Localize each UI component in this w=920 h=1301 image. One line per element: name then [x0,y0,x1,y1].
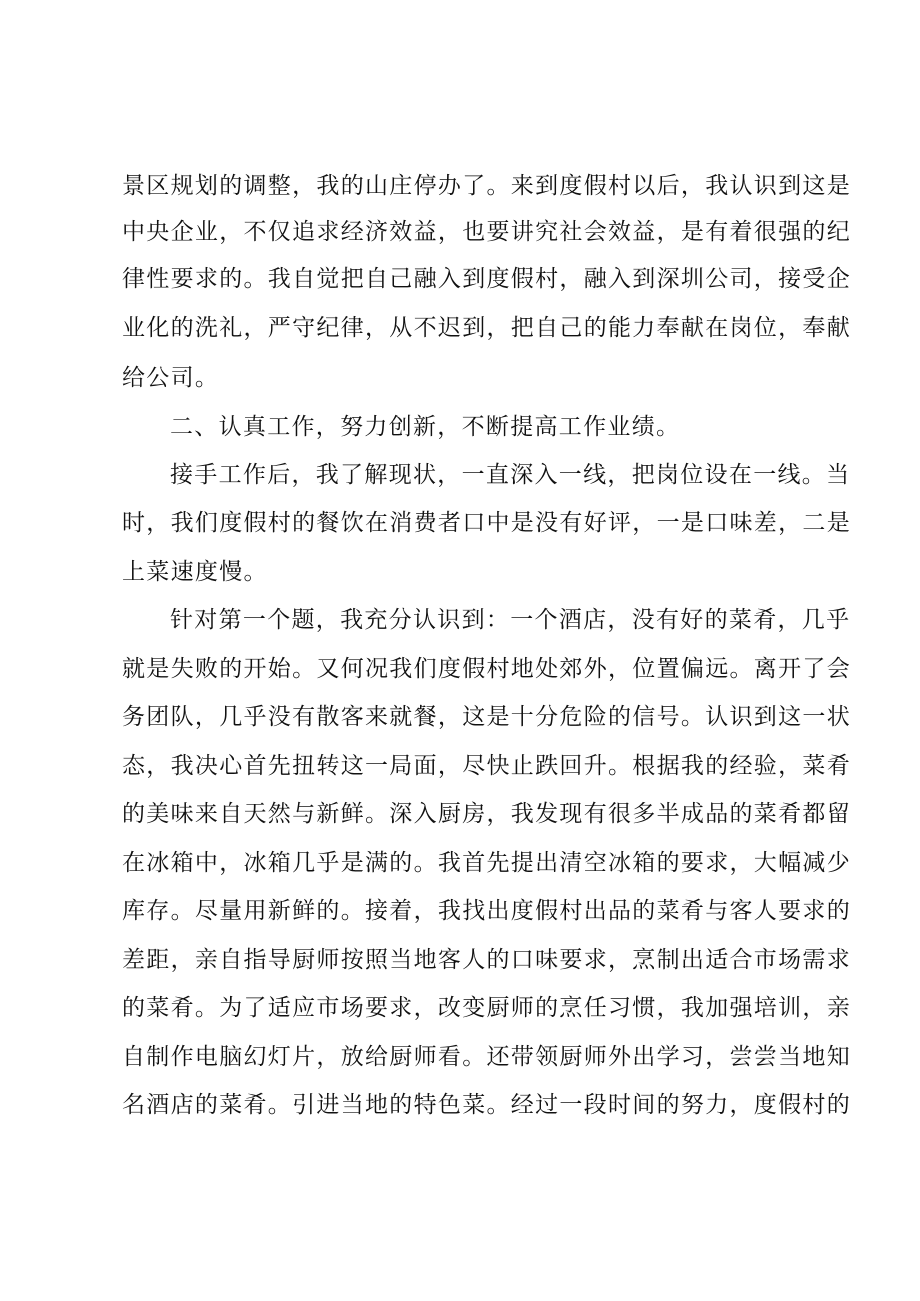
paragraph-line: 上菜速度慢。 [122,559,268,585]
paragraph-line: 时，我们度假村的餐饮在消费者口中是没有好评，一是口味差，二是 [122,510,851,536]
paragraph-line: 景区规划的调整，我的山庄停办了。来到度假村以后，我认识到这是 [122,173,851,199]
paragraph-line: 在冰箱中，冰箱几乎是满的。我首先提出清空冰箱的要求，大幅减少 [122,850,851,876]
section-heading: 二、认真工作，努力创新，不断提高工作业绩。 [170,414,681,440]
paragraph-line: 差距，亲自指导厨师按照当地客人的口味要求，烹制出适合市场需求 [122,947,851,973]
paragraph-line: 库存。尽量用新鲜的。接着，我找出度假村出品的菜肴与客人要求的 [122,898,851,924]
paragraph-line: 给公司。 [122,365,220,391]
paragraph-line: 态，我决心首先扭转这一局面，尽快止跌回升。根据我的经验，菜肴 [122,753,851,779]
paragraph-line: 的美味来自天然与新鲜。深入厨房，我发现有很多半成品的菜肴都留 [122,801,851,827]
paragraph-line: 针对第一个题，我充分认识到：一个酒店，没有好的菜肴，几乎 [170,607,851,633]
paragraph-line: 业化的洗礼，严守纪律，从不迟到，把自己的能力奉献在岗位，奉献 [122,315,851,341]
paragraph-line: 名酒店的菜肴。引进当地的特色菜。经过一段时间的努力，度假村的 [122,1092,851,1118]
paragraph-line: 接手工作后，我了解现状，一直深入一线，把岗位设在一线。当 [170,462,851,488]
paragraph-line: 就是失败的开始。又何况我们度假村地处郊外，位置偏远。离开了会 [122,656,851,682]
paragraph-line: 律性要求的。我自觉把自己融入到度假村，融入到深圳公司，接受企 [122,266,851,292]
paragraph-line: 中央企业，不仅追求经济效益，也要讲究社会效益，是有着很强的纪 [122,219,851,245]
paragraph-line: 务团队，几乎没有散客来就餐，这是十分危险的信号。认识到这一状 [122,704,851,730]
paragraph-line: 自制作电脑幻灯片，放给厨师看。还带领厨师外出学习，尝尝当地知 [122,1044,851,1070]
paragraph-line: 的菜肴。为了适应市场要求，改变厨师的烹任习惯，我加强培训，亲 [122,995,851,1021]
